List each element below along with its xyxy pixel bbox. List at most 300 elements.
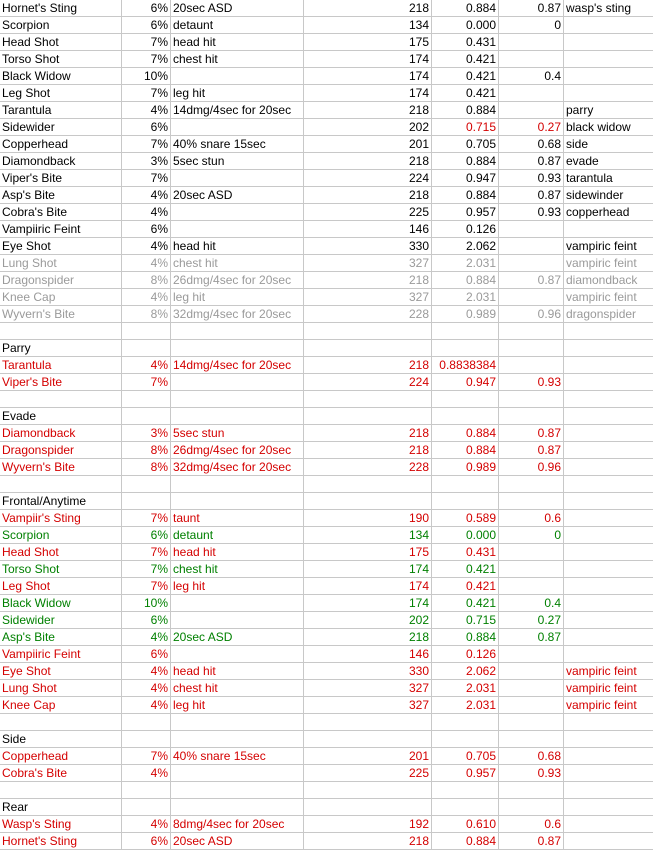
effect-cell[interactable]: taunt (171, 510, 304, 527)
ratio-cell[interactable]: 0.421 (432, 561, 499, 578)
effect-cell[interactable] (171, 612, 304, 629)
note-cell[interactable]: vampiric feint (564, 663, 653, 680)
ratio-cell[interactable]: 0.421 (432, 85, 499, 102)
skill-name-cell[interactable]: Hornet's Sting (0, 833, 122, 850)
damage-cell[interactable]: 190 (304, 510, 432, 527)
note-cell[interactable]: diamondback (564, 272, 653, 289)
effect-cell[interactable] (171, 408, 304, 425)
modifier-cell[interactable] (499, 340, 564, 357)
modifier-cell[interactable] (499, 561, 564, 578)
note-cell[interactable]: evade (564, 153, 653, 170)
percent-cell[interactable]: 4% (122, 357, 171, 374)
effect-cell[interactable]: leg hit (171, 578, 304, 595)
skill-name-cell[interactable]: Scorpion (0, 17, 122, 34)
modifier-cell[interactable] (499, 663, 564, 680)
effect-cell[interactable]: 20sec ASD (171, 629, 304, 646)
effect-cell[interactable]: 14dmg/4sec for 20sec (171, 357, 304, 374)
percent-cell[interactable]: 4% (122, 680, 171, 697)
damage-cell[interactable]: 218 (304, 153, 432, 170)
damage-cell[interactable]: 218 (304, 0, 432, 17)
percent-cell[interactable]: 8% (122, 272, 171, 289)
damage-cell[interactable]: 134 (304, 17, 432, 34)
skill-name-cell[interactable]: Tarantula (0, 357, 122, 374)
effect-cell[interactable] (171, 340, 304, 357)
skill-name-cell[interactable]: Cobra's Bite (0, 204, 122, 221)
note-cell[interactable] (564, 323, 653, 340)
damage-cell[interactable]: 202 (304, 612, 432, 629)
effect-cell[interactable]: 5sec stun (171, 425, 304, 442)
modifier-cell[interactable] (499, 544, 564, 561)
ratio-cell[interactable] (432, 476, 499, 493)
note-cell[interactable] (564, 374, 653, 391)
modifier-cell[interactable] (499, 782, 564, 799)
percent-cell[interactable]: 6% (122, 527, 171, 544)
note-cell[interactable]: black widow (564, 119, 653, 136)
ratio-cell[interactable] (432, 493, 499, 510)
effect-cell[interactable]: 20sec ASD (171, 187, 304, 204)
percent-cell[interactable]: 7% (122, 510, 171, 527)
skill-name-cell[interactable]: Knee Cap (0, 697, 122, 714)
skill-name-cell[interactable]: Asp's Bite (0, 187, 122, 204)
effect-cell[interactable]: head hit (171, 34, 304, 51)
ratio-cell[interactable]: 2.031 (432, 697, 499, 714)
ratio-cell[interactable]: 0.884 (432, 153, 499, 170)
skill-name-cell[interactable]: Vampiiric Feint (0, 646, 122, 663)
modifier-cell[interactable] (499, 680, 564, 697)
ratio-cell[interactable]: 0.126 (432, 221, 499, 238)
damage-cell[interactable] (304, 731, 432, 748)
damage-cell[interactable]: 202 (304, 119, 432, 136)
percent-cell[interactable] (122, 391, 171, 408)
modifier-cell[interactable]: 0 (499, 527, 564, 544)
damage-cell[interactable]: 224 (304, 170, 432, 187)
modifier-cell[interactable]: 0.87 (499, 629, 564, 646)
ratio-cell[interactable] (432, 323, 499, 340)
percent-cell[interactable]: 7% (122, 34, 171, 51)
damage-cell[interactable]: 174 (304, 561, 432, 578)
percent-cell[interactable]: 7% (122, 136, 171, 153)
modifier-cell[interactable]: 0.87 (499, 272, 564, 289)
skill-name-cell[interactable] (0, 714, 122, 731)
damage-cell[interactable]: 218 (304, 272, 432, 289)
ratio-cell[interactable]: 0.884 (432, 0, 499, 17)
note-cell[interactable]: vampiric feint (564, 238, 653, 255)
skill-name-cell[interactable] (0, 476, 122, 493)
skill-name-cell[interactable]: Dragonspider (0, 272, 122, 289)
effect-cell[interactable]: 14dmg/4sec for 20sec (171, 102, 304, 119)
ratio-cell[interactable]: 0.589 (432, 510, 499, 527)
note-cell[interactable] (564, 221, 653, 238)
damage-cell[interactable]: 174 (304, 68, 432, 85)
damage-cell[interactable]: 218 (304, 425, 432, 442)
percent-cell[interactable] (122, 476, 171, 493)
skill-name-cell[interactable]: Wasp's Sting (0, 816, 122, 833)
modifier-cell[interactable] (499, 102, 564, 119)
note-cell[interactable] (564, 340, 653, 357)
note-cell[interactable]: sidewinder (564, 187, 653, 204)
skill-name-cell[interactable]: Lung Shot (0, 680, 122, 697)
effect-cell[interactable] (171, 119, 304, 136)
percent-cell[interactable]: 7% (122, 561, 171, 578)
modifier-cell[interactable]: 0.93 (499, 765, 564, 782)
ratio-cell[interactable]: 0.989 (432, 306, 499, 323)
percent-cell[interactable]: 4% (122, 204, 171, 221)
percent-cell[interactable]: 4% (122, 663, 171, 680)
effect-cell[interactable]: 40% snare 15sec (171, 136, 304, 153)
ratio-cell[interactable]: 0.705 (432, 136, 499, 153)
modifier-cell[interactable]: 0.93 (499, 170, 564, 187)
note-cell[interactable] (564, 493, 653, 510)
percent-cell[interactable]: 4% (122, 238, 171, 255)
modifier-cell[interactable] (499, 357, 564, 374)
percent-cell[interactable] (122, 782, 171, 799)
skill-name-cell[interactable]: Vampiiric Feint (0, 221, 122, 238)
note-cell[interactable] (564, 765, 653, 782)
note-cell[interactable] (564, 578, 653, 595)
modifier-cell[interactable]: 0.87 (499, 153, 564, 170)
damage-cell[interactable]: 174 (304, 595, 432, 612)
ratio-cell[interactable]: 2.062 (432, 663, 499, 680)
note-cell[interactable] (564, 782, 653, 799)
ratio-cell[interactable]: 0.610 (432, 816, 499, 833)
skill-name-cell[interactable]: Diamondback (0, 153, 122, 170)
modifier-cell[interactable] (499, 646, 564, 663)
ratio-cell[interactable]: 2.031 (432, 680, 499, 697)
effect-cell[interactable] (171, 374, 304, 391)
effect-cell[interactable]: chest hit (171, 561, 304, 578)
modifier-cell[interactable]: 0.27 (499, 612, 564, 629)
ratio-cell[interactable] (432, 731, 499, 748)
note-cell[interactable] (564, 34, 653, 51)
damage-cell[interactable]: 174 (304, 51, 432, 68)
note-cell[interactable] (564, 544, 653, 561)
effect-cell[interactable] (171, 765, 304, 782)
percent-cell[interactable]: 4% (122, 765, 171, 782)
damage-cell[interactable]: 327 (304, 680, 432, 697)
ratio-cell[interactable]: 0.421 (432, 68, 499, 85)
percent-cell[interactable]: 6% (122, 833, 171, 850)
skill-name-cell[interactable]: Wyvern's Bite (0, 459, 122, 476)
note-cell[interactable]: vampiric feint (564, 680, 653, 697)
damage-cell[interactable]: 201 (304, 748, 432, 765)
ratio-cell[interactable]: 2.031 (432, 255, 499, 272)
note-cell[interactable]: tarantula (564, 170, 653, 187)
effect-cell[interactable] (171, 221, 304, 238)
skill-name-cell[interactable]: Wyvern's Bite (0, 306, 122, 323)
note-cell[interactable]: dragonspider (564, 306, 653, 323)
note-cell[interactable] (564, 425, 653, 442)
note-cell[interactable]: vampiric feint (564, 289, 653, 306)
modifier-cell[interactable] (499, 34, 564, 51)
effect-cell[interactable]: leg hit (171, 85, 304, 102)
skill-name-cell[interactable]: Head Shot (0, 34, 122, 51)
skill-name-cell[interactable]: Head Shot (0, 544, 122, 561)
damage-cell[interactable]: 174 (304, 85, 432, 102)
percent-cell[interactable]: 4% (122, 289, 171, 306)
ratio-cell[interactable]: 0.884 (432, 425, 499, 442)
note-cell[interactable] (564, 714, 653, 731)
skill-name-cell[interactable]: Vampiir's Sting (0, 510, 122, 527)
note-cell[interactable] (564, 561, 653, 578)
note-cell[interactable]: parry (564, 102, 653, 119)
damage-cell[interactable]: 218 (304, 442, 432, 459)
damage-cell[interactable]: 174 (304, 578, 432, 595)
damage-cell[interactable]: 218 (304, 833, 432, 850)
effect-cell[interactable] (171, 476, 304, 493)
ratio-cell[interactable] (432, 799, 499, 816)
percent-cell[interactable] (122, 799, 171, 816)
modifier-cell[interactable]: 0.96 (499, 459, 564, 476)
effect-cell[interactable]: head hit (171, 238, 304, 255)
percent-cell[interactable] (122, 408, 171, 425)
modifier-cell[interactable] (499, 391, 564, 408)
note-cell[interactable] (564, 459, 653, 476)
note-cell[interactable] (564, 68, 653, 85)
effect-cell[interactable] (171, 204, 304, 221)
damage-cell[interactable]: 175 (304, 544, 432, 561)
percent-cell[interactable]: 7% (122, 85, 171, 102)
modifier-cell[interactable]: 0.87 (499, 425, 564, 442)
percent-cell[interactable]: 4% (122, 187, 171, 204)
effect-cell[interactable] (171, 493, 304, 510)
skill-name-cell[interactable]: Evade (0, 408, 122, 425)
ratio-cell[interactable]: 0.431 (432, 544, 499, 561)
percent-cell[interactable]: 8% (122, 459, 171, 476)
damage-cell[interactable]: 175 (304, 34, 432, 51)
ratio-cell[interactable]: 2.062 (432, 238, 499, 255)
skill-name-cell[interactable]: Side (0, 731, 122, 748)
percent-cell[interactable]: 10% (122, 68, 171, 85)
percent-cell[interactable]: 8% (122, 442, 171, 459)
modifier-cell[interactable] (499, 255, 564, 272)
effect-cell[interactable] (171, 799, 304, 816)
damage-cell[interactable]: 134 (304, 527, 432, 544)
note-cell[interactable] (564, 833, 653, 850)
skill-name-cell[interactable]: Viper's Bite (0, 170, 122, 187)
percent-cell[interactable] (122, 714, 171, 731)
modifier-cell[interactable]: 0.93 (499, 204, 564, 221)
skill-name-cell[interactable]: Parry (0, 340, 122, 357)
ratio-cell[interactable]: 0.000 (432, 527, 499, 544)
percent-cell[interactable]: 4% (122, 102, 171, 119)
ratio-cell[interactable]: 0.947 (432, 374, 499, 391)
modifier-cell[interactable] (499, 714, 564, 731)
percent-cell[interactable]: 6% (122, 0, 171, 17)
effect-cell[interactable]: 8dmg/4sec for 20sec (171, 816, 304, 833)
effect-cell[interactable] (171, 323, 304, 340)
modifier-cell[interactable]: 0.68 (499, 748, 564, 765)
effect-cell[interactable]: detaunt (171, 17, 304, 34)
ratio-cell[interactable]: 0.884 (432, 102, 499, 119)
modifier-cell[interactable] (499, 731, 564, 748)
skill-name-cell[interactable]: Cobra's Bite (0, 765, 122, 782)
ratio-cell[interactable]: 0.884 (432, 629, 499, 646)
ratio-cell[interactable]: 0.989 (432, 459, 499, 476)
effect-cell[interactable] (171, 646, 304, 663)
note-cell[interactable] (564, 391, 653, 408)
effect-cell[interactable]: detaunt (171, 527, 304, 544)
modifier-cell[interactable]: 0.4 (499, 68, 564, 85)
modifier-cell[interactable]: 0.4 (499, 595, 564, 612)
damage-cell[interactable]: 218 (304, 357, 432, 374)
skill-name-cell[interactable] (0, 391, 122, 408)
modifier-cell[interactable]: 0.96 (499, 306, 564, 323)
percent-cell[interactable]: 4% (122, 629, 171, 646)
ratio-cell[interactable]: 0.431 (432, 34, 499, 51)
percent-cell[interactable]: 3% (122, 425, 171, 442)
note-cell[interactable] (564, 476, 653, 493)
modifier-cell[interactable]: 0.27 (499, 119, 564, 136)
modifier-cell[interactable]: 0.87 (499, 442, 564, 459)
percent-cell[interactable]: 10% (122, 595, 171, 612)
skill-name-cell[interactable]: Asp's Bite (0, 629, 122, 646)
ratio-cell[interactable]: 0.947 (432, 170, 499, 187)
ratio-cell[interactable]: 0.957 (432, 765, 499, 782)
damage-cell[interactable]: 218 (304, 187, 432, 204)
percent-cell[interactable]: 4% (122, 697, 171, 714)
percent-cell[interactable]: 7% (122, 374, 171, 391)
percent-cell[interactable]: 6% (122, 646, 171, 663)
ratio-cell[interactable]: 0.8838384 (432, 357, 499, 374)
skill-name-cell[interactable]: Copperhead (0, 136, 122, 153)
skill-name-cell[interactable]: Black Widow (0, 595, 122, 612)
effect-cell[interactable]: 20sec ASD (171, 833, 304, 850)
damage-cell[interactable]: 330 (304, 238, 432, 255)
ratio-cell[interactable] (432, 340, 499, 357)
skill-name-cell[interactable]: Scorpion (0, 527, 122, 544)
percent-cell[interactable]: 7% (122, 544, 171, 561)
percent-cell[interactable] (122, 731, 171, 748)
ratio-cell[interactable] (432, 782, 499, 799)
ratio-cell[interactable] (432, 391, 499, 408)
modifier-cell[interactable]: 0.87 (499, 187, 564, 204)
note-cell[interactable] (564, 595, 653, 612)
skill-name-cell[interactable]: Eye Shot (0, 238, 122, 255)
effect-cell[interactable]: 26dmg/4sec for 20sec (171, 272, 304, 289)
skill-name-cell[interactable]: Torso Shot (0, 51, 122, 68)
damage-cell[interactable] (304, 323, 432, 340)
damage-cell[interactable]: 228 (304, 459, 432, 476)
ratio-cell[interactable]: 0.421 (432, 578, 499, 595)
modifier-cell[interactable]: 0.6 (499, 510, 564, 527)
damage-cell[interactable]: 218 (304, 629, 432, 646)
effect-cell[interactable]: chest hit (171, 255, 304, 272)
damage-cell[interactable] (304, 408, 432, 425)
damage-cell[interactable]: 225 (304, 204, 432, 221)
damage-cell[interactable]: 327 (304, 289, 432, 306)
percent-cell[interactable]: 4% (122, 255, 171, 272)
skill-name-cell[interactable] (0, 782, 122, 799)
damage-cell[interactable] (304, 493, 432, 510)
damage-cell[interactable]: 146 (304, 646, 432, 663)
modifier-cell[interactable]: 0.68 (499, 136, 564, 153)
ratio-cell[interactable]: 0.715 (432, 119, 499, 136)
modifier-cell[interactable] (499, 238, 564, 255)
ratio-cell[interactable] (432, 408, 499, 425)
effect-cell[interactable] (171, 714, 304, 731)
skill-name-cell[interactable]: Leg Shot (0, 578, 122, 595)
modifier-cell[interactable] (499, 289, 564, 306)
damage-cell[interactable]: 225 (304, 765, 432, 782)
percent-cell[interactable]: 7% (122, 578, 171, 595)
damage-cell[interactable] (304, 391, 432, 408)
damage-cell[interactable]: 146 (304, 221, 432, 238)
percent-cell[interactable]: 7% (122, 51, 171, 68)
ratio-cell[interactable]: 0.957 (432, 204, 499, 221)
damage-cell[interactable] (304, 782, 432, 799)
ratio-cell[interactable]: 0.421 (432, 595, 499, 612)
effect-cell[interactable] (171, 391, 304, 408)
note-cell[interactable] (564, 357, 653, 374)
percent-cell[interactable]: 6% (122, 119, 171, 136)
effect-cell[interactable]: 32dmg/4sec for 20sec (171, 306, 304, 323)
damage-cell[interactable]: 218 (304, 102, 432, 119)
skill-name-cell[interactable]: Torso Shot (0, 561, 122, 578)
skill-name-cell[interactable]: Viper's Bite (0, 374, 122, 391)
ratio-cell[interactable]: 0.884 (432, 442, 499, 459)
damage-cell[interactable]: 192 (304, 816, 432, 833)
effect-cell[interactable] (171, 595, 304, 612)
effect-cell[interactable]: 32dmg/4sec for 20sec (171, 459, 304, 476)
modifier-cell[interactable] (499, 578, 564, 595)
skill-name-cell[interactable]: Copperhead (0, 748, 122, 765)
effect-cell[interactable]: 40% snare 15sec (171, 748, 304, 765)
note-cell[interactable] (564, 408, 653, 425)
modifier-cell[interactable]: 0.6 (499, 816, 564, 833)
ratio-cell[interactable] (432, 714, 499, 731)
note-cell[interactable] (564, 799, 653, 816)
ratio-cell[interactable]: 0.884 (432, 272, 499, 289)
damage-cell[interactable]: 228 (304, 306, 432, 323)
effect-cell[interactable]: chest hit (171, 680, 304, 697)
modifier-cell[interactable] (499, 51, 564, 68)
damage-cell[interactable] (304, 799, 432, 816)
effect-cell[interactable]: 26dmg/4sec for 20sec (171, 442, 304, 459)
damage-cell[interactable]: 224 (304, 374, 432, 391)
modifier-cell[interactable]: 0.87 (499, 833, 564, 850)
percent-cell[interactable]: 3% (122, 153, 171, 170)
ratio-cell[interactable]: 0.884 (432, 833, 499, 850)
modifier-cell[interactable]: 0.93 (499, 374, 564, 391)
effect-cell[interactable]: head hit (171, 663, 304, 680)
modifier-cell[interactable] (499, 799, 564, 816)
skill-name-cell[interactable]: Diamondback (0, 425, 122, 442)
modifier-cell[interactable] (499, 697, 564, 714)
note-cell[interactable] (564, 51, 653, 68)
skill-name-cell[interactable]: Hornet's Sting (0, 0, 122, 17)
skill-name-cell[interactable]: Black Widow (0, 68, 122, 85)
damage-cell[interactable]: 201 (304, 136, 432, 153)
ratio-cell[interactable]: 2.031 (432, 289, 499, 306)
skill-name-cell[interactable]: Frontal/Anytime (0, 493, 122, 510)
note-cell[interactable]: wasp's sting (564, 0, 653, 17)
damage-cell[interactable] (304, 714, 432, 731)
effect-cell[interactable] (171, 68, 304, 85)
percent-cell[interactable]: 7% (122, 748, 171, 765)
note-cell[interactable] (564, 17, 653, 34)
effect-cell[interactable] (171, 170, 304, 187)
skill-name-cell[interactable]: Sidewider (0, 119, 122, 136)
modifier-cell[interactable] (499, 221, 564, 238)
note-cell[interactable] (564, 527, 653, 544)
modifier-cell[interactable] (499, 408, 564, 425)
skill-name-cell[interactable]: Eye Shot (0, 663, 122, 680)
note-cell[interactable] (564, 816, 653, 833)
percent-cell[interactable]: 4% (122, 816, 171, 833)
modifier-cell[interactable] (499, 323, 564, 340)
skill-name-cell[interactable]: Leg Shot (0, 85, 122, 102)
percent-cell[interactable]: 6% (122, 612, 171, 629)
